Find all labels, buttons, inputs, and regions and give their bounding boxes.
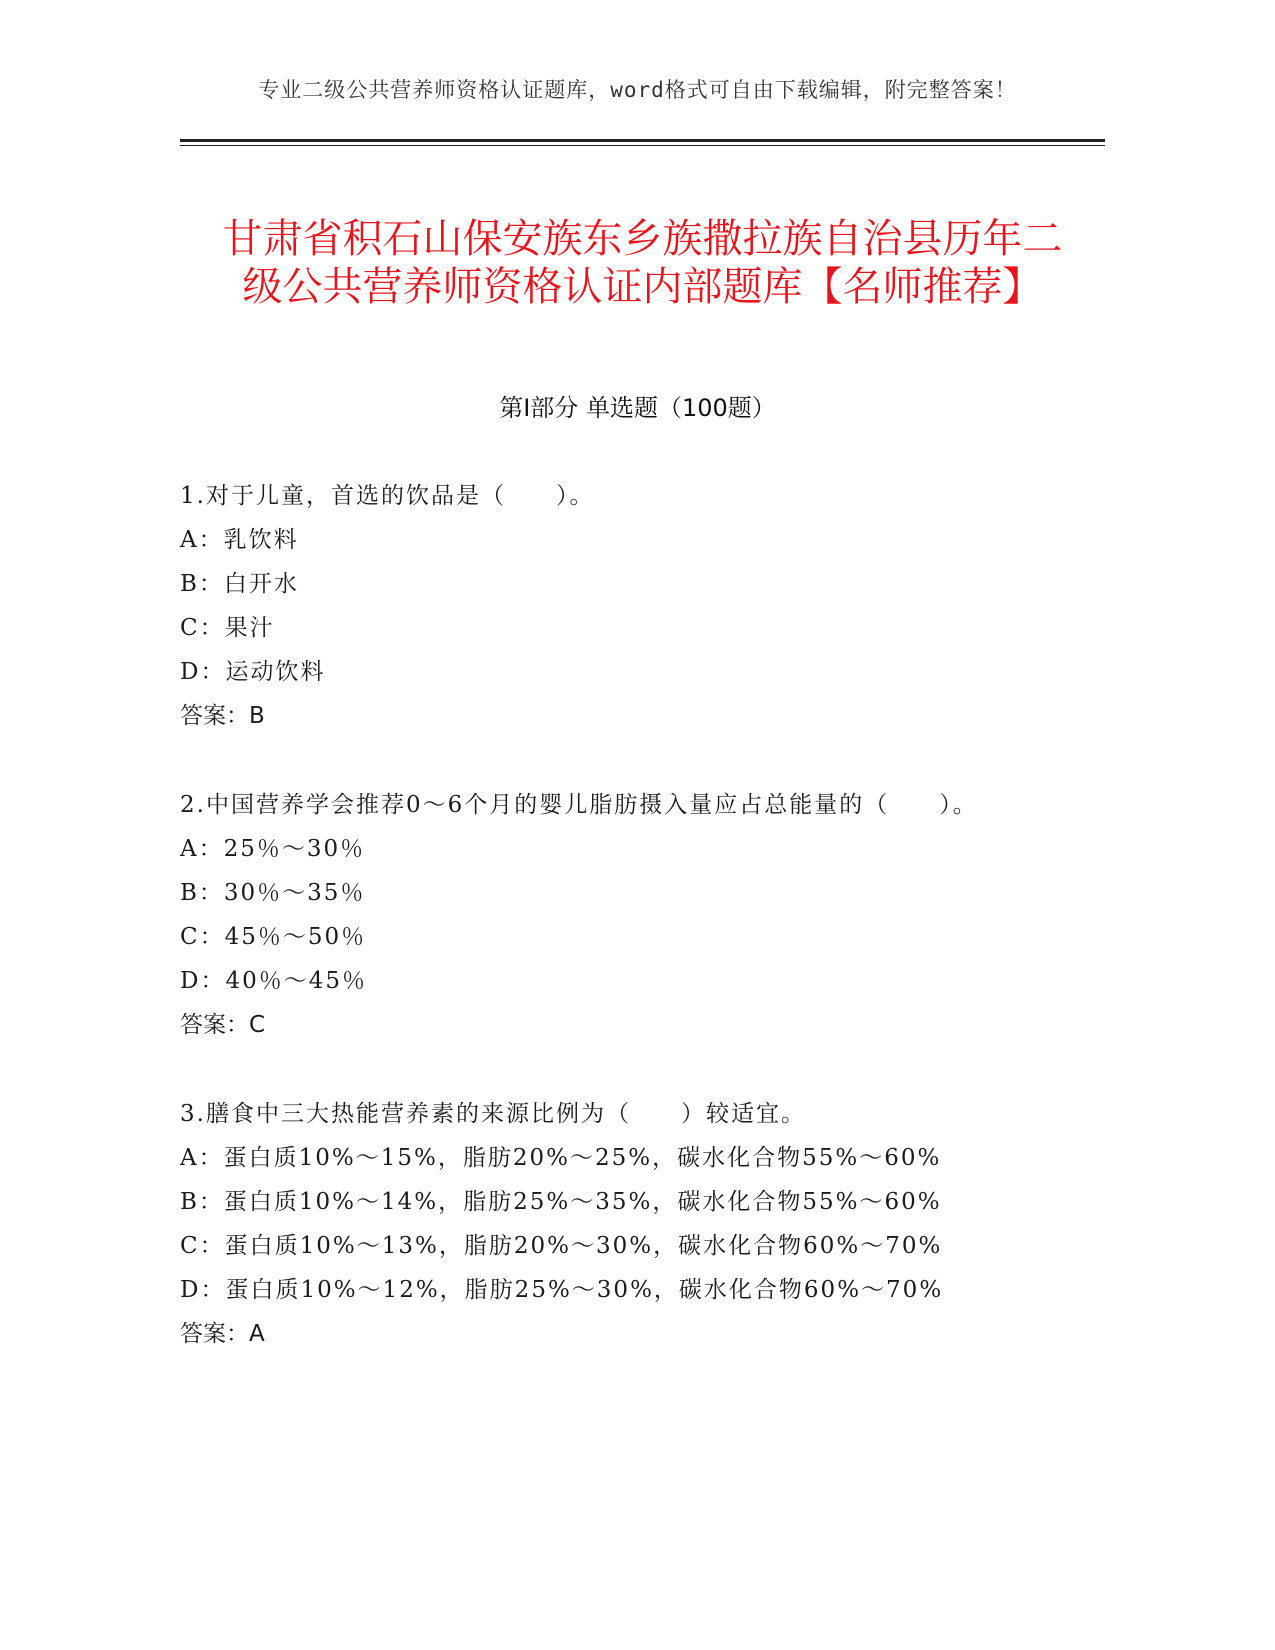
question-stem: 3.膳食中三大热能营养素的来源比例为（ ）较适宜。 <box>180 1101 806 1127</box>
option-b: B：蛋白质10%～14%，脂肪25%～35%，碳水化合物55%～60% <box>180 1189 942 1215</box>
option-b: B：30％～35％ <box>180 880 366 906</box>
answer: 答案：C <box>180 1012 266 1038</box>
option-c: C：蛋白质10%～13%，脂肪20%～30%，碳水化合物60%～70% <box>180 1233 943 1259</box>
question-list <box>180 474 1020 1401</box>
document-title: 甘肃省积石山保安族东乡族撒拉族自治县历年二级公共营养师资格认证内部题库【名师推荐】 <box>222 215 1063 310</box>
option-b: B：白开水 <box>180 571 299 597</box>
section-title: 第Ⅰ部分 单选题（100题） <box>499 394 776 422</box>
question-2 <box>180 783 1020 1047</box>
answer: 答案：A <box>180 1321 265 1347</box>
header-rule-thin <box>180 145 1105 146</box>
option-c: C：果汁 <box>180 615 275 641</box>
option-d: D：运动饮料 <box>180 659 326 685</box>
option-c: C：45％～50％ <box>180 924 367 950</box>
question-stem: 2.中国营养学会推荐0～6个月的婴儿脂肪摄入量应占总能量的（ ）。 <box>180 792 978 818</box>
question-stem: 1.对于儿童，首选的饮品是（ ）。 <box>180 483 595 509</box>
option-d: D：40％～45％ <box>180 968 367 994</box>
question-3 <box>180 1092 1020 1356</box>
header-rule-thick <box>180 139 1105 142</box>
option-a: A：蛋白质10%～15%，脂肪20%～25%，碳水化合物55%～60% <box>180 1145 942 1171</box>
option-a: A：25％～30％ <box>180 836 366 862</box>
option-d: D：蛋白质10%～12%，脂肪25%～30%，碳水化合物60%～70% <box>180 1277 944 1303</box>
option-a: A：乳饮料 <box>180 527 299 553</box>
question-1 <box>180 474 1020 738</box>
answer: 答案：B <box>180 703 265 729</box>
header-note: 专业二级公共营养师资格认证题库，word格式可自由下载编辑，附完整答案！ <box>258 78 1017 102</box>
